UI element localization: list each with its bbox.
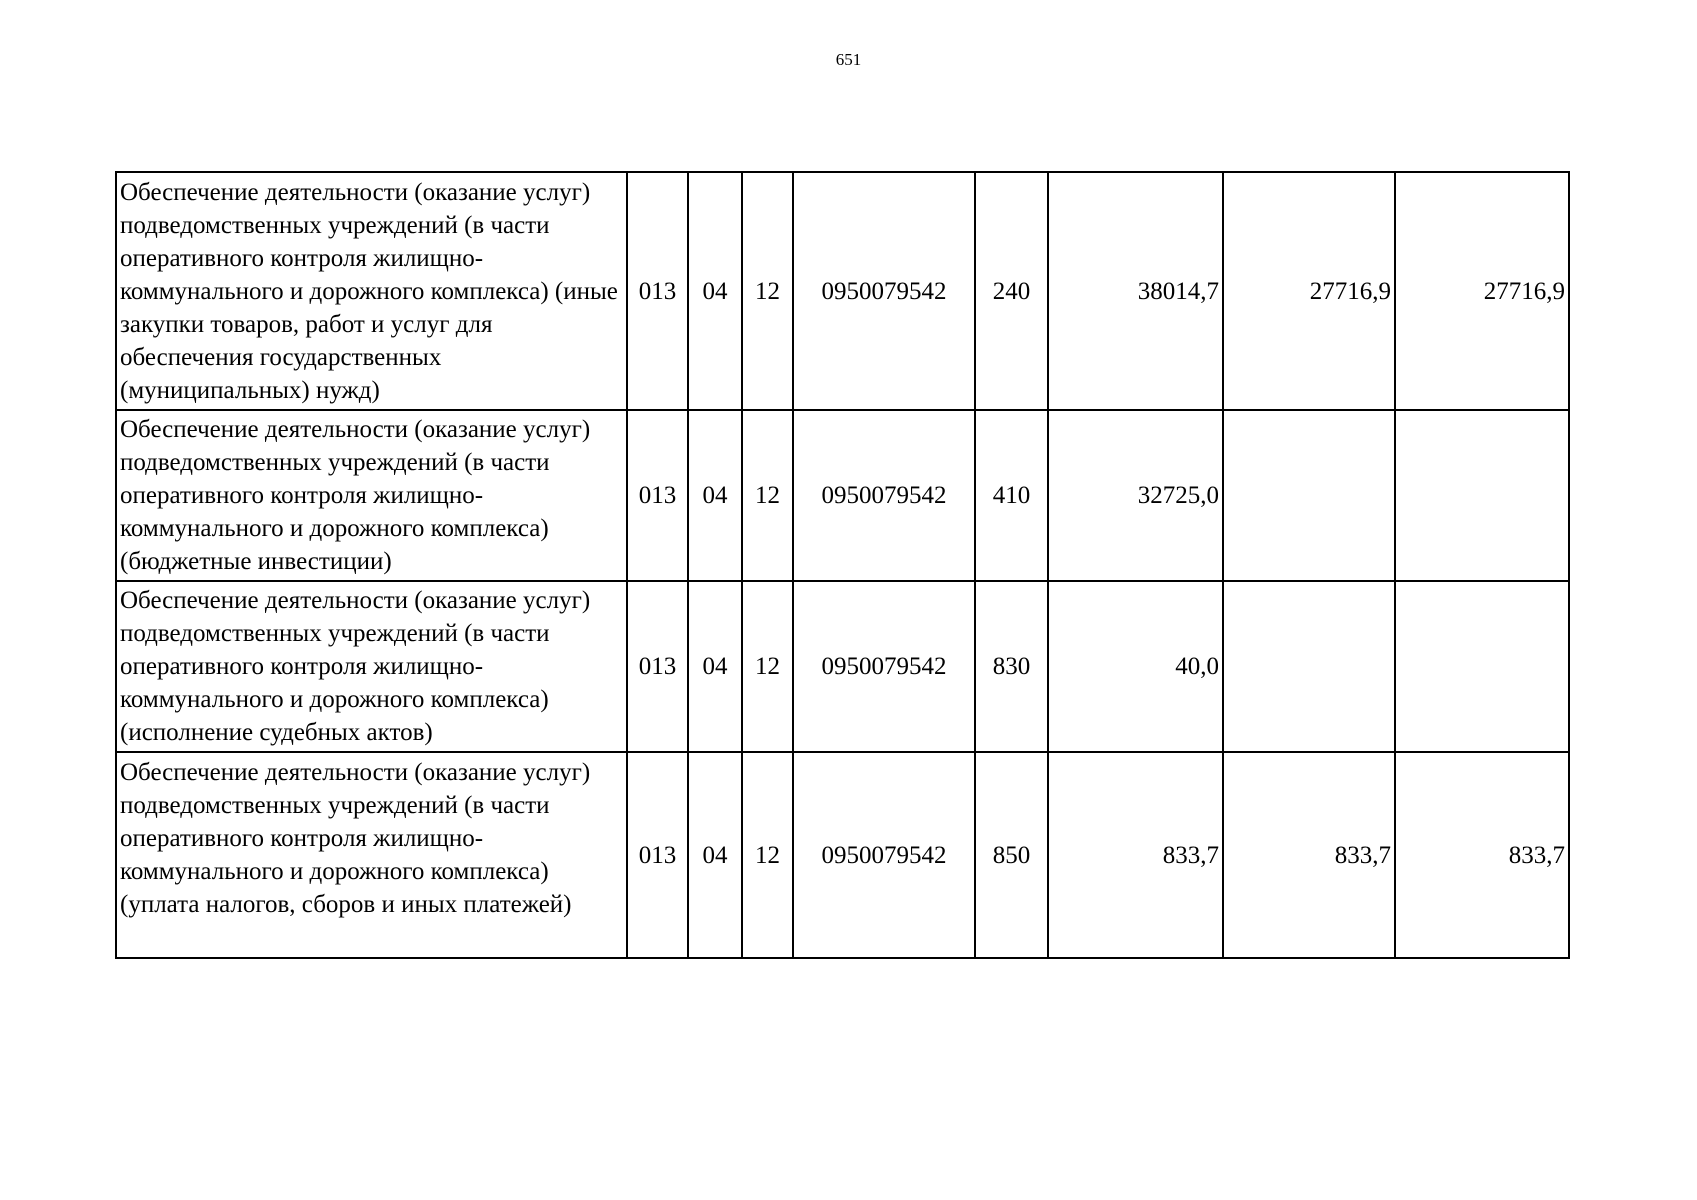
amount-2: 833,7 xyxy=(1223,752,1395,958)
table-row xyxy=(116,581,1569,752)
row-description: Обеспечение деятельности (оказание услуг) подведомственных учреждений (в части оперативного контроля жилищно-коммунального и дорожного комплекса) (бюджетные инвестиции) xyxy=(116,410,627,581)
table-row xyxy=(116,752,1569,958)
subsection-code: 12 xyxy=(742,581,793,752)
amount-1: 38014,7 xyxy=(1048,172,1223,410)
section-code: 04 xyxy=(688,410,742,581)
ministry-code: 013 xyxy=(627,172,688,410)
amount-1: 833,7 xyxy=(1048,752,1223,958)
row-description: Обеспечение деятельности (оказание услуг) подведомственных учреждений (в части оперативного контроля жилищно-коммунального и дорожного комплекса) (уплата налогов, сборов и иных платежей) xyxy=(116,752,627,958)
table-row xyxy=(116,410,1569,581)
amount-1: 32725,0 xyxy=(1048,410,1223,581)
section-code: 04 xyxy=(688,581,742,752)
budget-table xyxy=(115,171,1570,959)
amount-1: 40,0 xyxy=(1048,581,1223,752)
amount-3: 27716,9 xyxy=(1395,172,1569,410)
amount-3 xyxy=(1395,581,1569,752)
ministry-code: 013 xyxy=(627,581,688,752)
subsection-code: 12 xyxy=(742,752,793,958)
ministry-code: 013 xyxy=(627,410,688,581)
amount-2 xyxy=(1223,410,1395,581)
expense-type-code: 830 xyxy=(975,581,1048,752)
subsection-code: 12 xyxy=(742,410,793,581)
expense-type-code: 410 xyxy=(975,410,1048,581)
ministry-code: 013 xyxy=(627,752,688,958)
row-description: Обеспечение деятельности (оказание услуг) подведомственных учреждений (в части оперативного контроля жилищно-коммунального и дорожного комплекса) (иные закупки товаров, работ и услуг для обеспечения государственных (муниципальных) нужд) xyxy=(116,172,627,410)
amount-3 xyxy=(1395,410,1569,581)
target-item-code: 0950079542 xyxy=(793,410,975,581)
target-item-code: 0950079542 xyxy=(793,172,975,410)
section-code: 04 xyxy=(688,752,742,958)
target-item-code: 0950079542 xyxy=(793,752,975,958)
page-number: 651 xyxy=(835,50,862,69)
expense-type-code: 240 xyxy=(975,172,1048,410)
amount-2 xyxy=(1223,581,1395,752)
expense-type-code: 850 xyxy=(975,752,1048,958)
row-description: Обеспечение деятельности (оказание услуг) подведомственных учреждений (в части оперативного контроля жилищно-коммунального и дорожного комплекса) (исполнение судебных актов) xyxy=(116,581,627,752)
target-item-code: 0950079542 xyxy=(793,581,975,752)
table-row xyxy=(116,172,1569,410)
amount-2: 27716,9 xyxy=(1223,172,1395,410)
section-code: 04 xyxy=(688,172,742,410)
amount-3: 833,7 xyxy=(1395,752,1569,958)
subsection-code: 12 xyxy=(742,172,793,410)
